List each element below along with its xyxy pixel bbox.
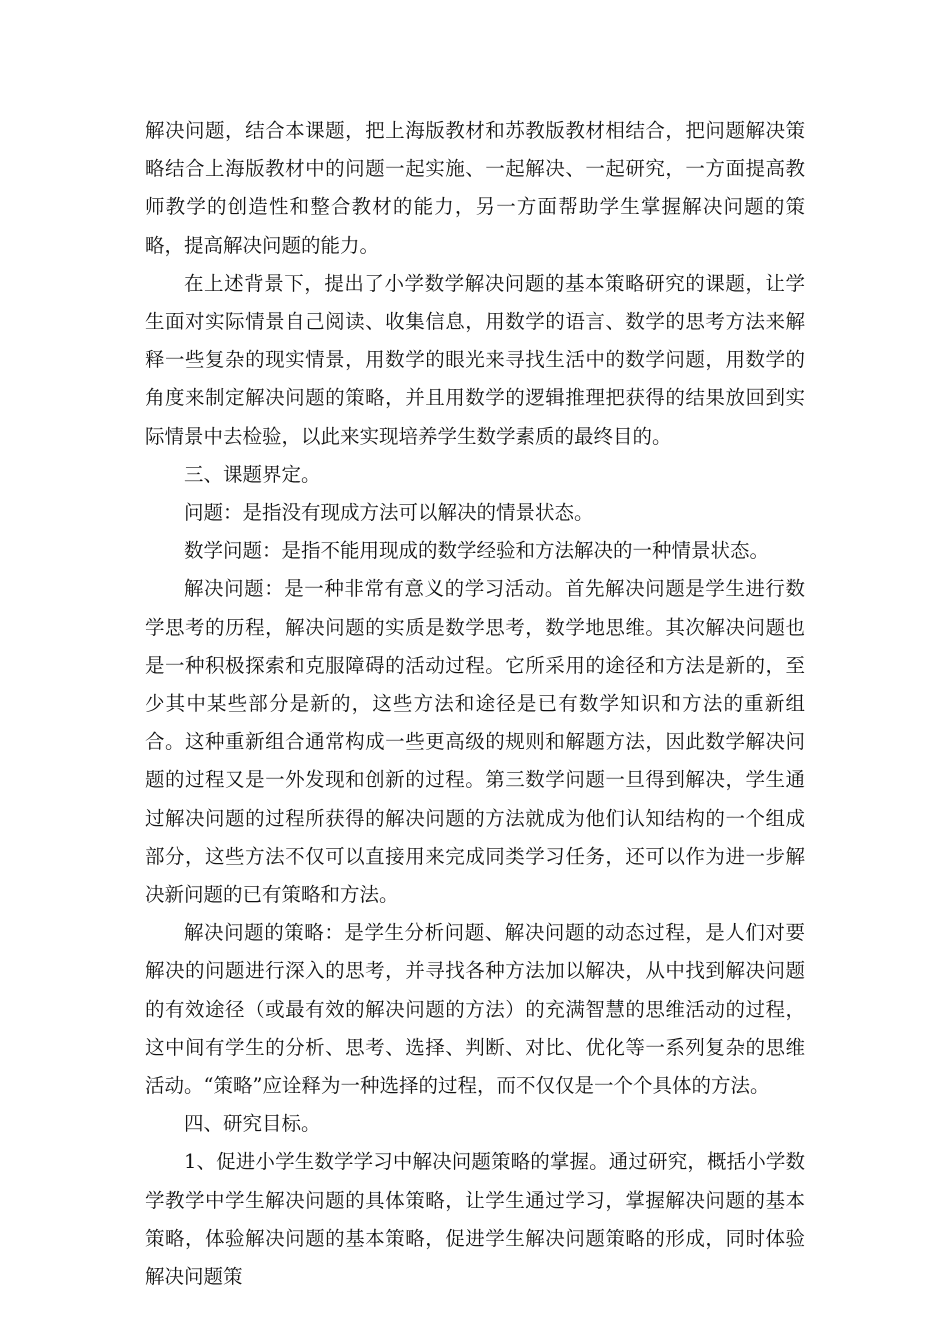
section-heading-objectives: 四、研究目标。: [184, 1112, 321, 1136]
objective-item-1: 1、促进小学生数学学习中解决问题策略的掌握。通过研究，概括小学数学教学中学生解决问题的具体策略，让学生通过学习，掌握解决问题的基本策略，体验解决问题的基本策略，促进学生解决问题策略的形成，同时体验解决问题策: [145, 1150, 805, 1289]
definition-problem-solving-strategy: 解决问题的策略：是学生分析问题、解决问题的动态过程，是人们对要解决的问题进行深入的思考，并寻找各种方法加以解决，从中找到解决问题的有效途径（或最有效的解决问题的方法）的充满智慧的思维活动的过程，这中间有学生的分析、思考、选择、判断、对比、优化等一系列复杂的思维活动。“策略”应诠释为一种选择的过程，而不仅仅是一个个具体的方法。: [145, 921, 805, 1098]
definition-math-problem: 数学问题：是指不能用现成的数学经验和方法解决的一种情景状态。: [184, 539, 770, 563]
section-heading-definition: 三、课题界定。: [184, 462, 321, 486]
paragraph-background-summary: 在上述背景下，提出了小学数学解决问题的基本策略研究的课题，让学生面对实际情景自己阅读、收集信息，用数学的语言、数学的思考方法来解释一些复杂的现实情景，用数学的眼光来寻找生活中的数学问题，用数学的角度来制定解决问题的策略，并且用数学的逻辑推理把获得的结果放回到实际情景中去检验，以此来实现培养学生数学素质的最终目的。: [145, 271, 805, 448]
paragraph-background-continued: 解决问题，结合本课题，把上海版教材和苏教版教材相结合，把问题解决策略结合上海版教材中的问题一起实施、一起解决、一起研究，一方面提高教师教学的创造性和整合教材的能力，另一方面帮助学生掌握解决问题的策略，提高解决问题的能力。: [145, 119, 805, 257]
document-body: [145, 112, 805, 1296]
definition-problem-solving: 解决问题：是一种非常有意义的学习活动。首先解决问题是学生进行数学思考的历程，解决问题的实质是数学思考，数学地思维。其次解决问题也是一种积极探索和克服障碍的活动过程。它所采用的途径和方法是新的，至少其中某些部分是新的，这些方法和途径是已有数学知识和方法的重新组合。这种重新组合通常构成一些更高级的规则和解题方法，因此数学解决问题的过程又是一外发现和创新的过程。第三数学问题一旦得到解决，学生通过解决问题的过程所获得的解决问题的方法就成为他们认知结构的一个组成部分，这些方法不仅可以直接用来完成同类学习任务，还可以作为进一步解决新问题的已有策略和方法。: [145, 577, 805, 907]
definition-problem: 问题：是指没有现成方法可以解决的情景状态。: [184, 501, 594, 525]
